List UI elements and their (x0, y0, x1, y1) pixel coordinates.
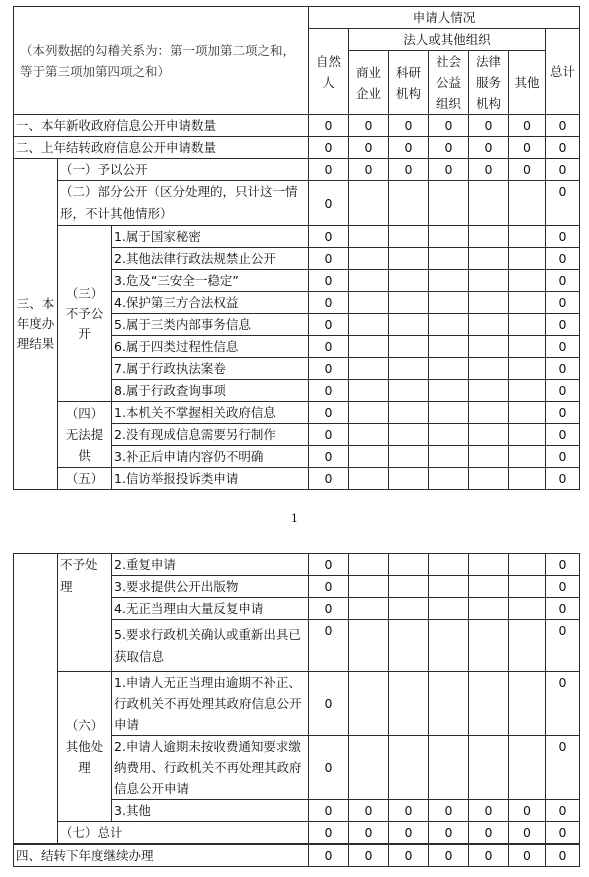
cell-value: 0 (509, 800, 546, 822)
s4-label: （四）无法提供 (58, 402, 112, 468)
table-row (14, 554, 580, 576)
cell-value: 0 (429, 159, 469, 181)
header-research: 科研机构 (389, 51, 429, 115)
cell-value: 0 (546, 446, 580, 468)
header-total: 总计 (546, 29, 580, 115)
cell-value: 0 (546, 598, 580, 620)
cell-value: 0 (389, 159, 429, 181)
cell-value: 0 (309, 845, 349, 867)
cell-value: 0 (429, 800, 469, 822)
row-label: 6.属于四类过程性信息 (112, 336, 309, 358)
cell-value: 0 (309, 424, 349, 446)
row-label: 四、结转下年度继续办理 (14, 845, 309, 867)
cell-value: 0 (309, 736, 349, 800)
s3-label: （三）不予公开 (58, 226, 112, 402)
cell-value: 0 (309, 270, 349, 292)
page1-table (13, 6, 580, 490)
cell-value: 0 (546, 248, 580, 270)
cell-value: 0 (546, 402, 580, 424)
row-label: 一、本年新收政府信息公开申请数量 (14, 115, 309, 137)
cell-value: 0 (546, 800, 580, 822)
cell-value: 0 (389, 115, 429, 137)
row-label: 2.其他法律行政法规禁止公开 (112, 248, 309, 270)
row-label: 5.要求行政机关确认或重新出具已获取信息 (112, 620, 309, 672)
cell-value: 0 (349, 822, 389, 844)
header-legal-group: 法人或其他组织 (349, 29, 546, 51)
cell-value: 0 (546, 672, 580, 736)
row-label: （七）总计 (58, 822, 309, 844)
cell-value: 0 (429, 845, 469, 867)
table-row (14, 845, 580, 867)
cell-value: 0 (469, 845, 509, 867)
cell-value: 0 (546, 554, 580, 576)
section3-continued (14, 554, 58, 844)
cell-value: 0 (309, 446, 349, 468)
cell-value: 0 (309, 248, 349, 270)
cell-value: 0 (349, 159, 389, 181)
page2-table-final-row (13, 844, 580, 867)
cell-value: 0 (546, 226, 580, 248)
section3-label: 三、本年度办理结果 (14, 159, 58, 490)
header-other: 其他 (509, 51, 546, 115)
cell-value: 0 (546, 620, 580, 672)
cell-value: 0 (546, 424, 580, 446)
cell-value: 0 (309, 226, 349, 248)
cell-value: 0 (546, 576, 580, 598)
cell-value: 0 (309, 159, 349, 181)
cell-value: 0 (429, 137, 469, 159)
page2-table (13, 553, 580, 844)
cell-value: 0 (309, 380, 349, 402)
row-label: 8.属于行政查询事项 (112, 380, 309, 402)
s5-label-top: （五） (58, 468, 112, 490)
cell-value: 0 (469, 159, 509, 181)
table-row (14, 468, 580, 490)
cell-value: 0 (546, 292, 580, 314)
row-label: 3.补正后申请内容仍不明确 (112, 446, 309, 468)
cell-value: 0 (309, 576, 349, 598)
cell-value: 0 (389, 137, 429, 159)
row-label: 1.信访举报投诉类申请 (112, 468, 309, 490)
page-number: 1 (291, 512, 298, 525)
cell-value: 0 (546, 468, 580, 490)
row-label: 1.属于国家秘密 (112, 226, 309, 248)
header-commercial: 商业企业 (349, 51, 389, 115)
table-row (14, 181, 580, 226)
row-label: （一）予以公开 (58, 159, 309, 181)
row-label: 3.其他 (112, 800, 309, 822)
cell-value: 0 (309, 292, 349, 314)
row-label: 2.重复申请 (112, 554, 309, 576)
cell-value: 0 (309, 181, 349, 226)
cell-value: 0 (469, 137, 509, 159)
cell-value: 0 (546, 380, 580, 402)
cell-value: 0 (546, 137, 580, 159)
row-label: 5.属于三类内部事务信息 (112, 314, 309, 336)
cell-value: 0 (309, 115, 349, 137)
row-label: 3.危及“三安全一稳定” (112, 270, 309, 292)
row-label: 1.申请人无正当理由逾期不补正、行政机关不再处理其政府信息公开申请 (112, 672, 309, 736)
cell-value: 0 (389, 800, 429, 822)
cell-value: 0 (546, 159, 580, 181)
cell-value: 0 (546, 270, 580, 292)
cell-value: 0 (309, 672, 349, 736)
cell-value: 0 (546, 181, 580, 226)
header-note: （本列数据的勾稽关系为：第一项加第二项之和，等于第三项加第四项之和） (14, 7, 309, 115)
cell-value: 0 (546, 336, 580, 358)
cell-value: 0 (349, 800, 389, 822)
row-label: 2.没有现成信息需要另行制作 (112, 424, 309, 446)
cell-value: 0 (309, 336, 349, 358)
cell-value: 0 (509, 159, 546, 181)
row-label: 二、上年结转政府信息公开申请数量 (14, 137, 309, 159)
header-legal-service: 法律服务机构 (469, 51, 509, 115)
cell-value: 0 (546, 115, 580, 137)
table-row (14, 402, 580, 424)
cell-value: 0 (309, 554, 349, 576)
cell-value: 0 (469, 800, 509, 822)
row-label: 2.申请人逾期未按收费通知要求缴纳费用、行政机关不再处理其政府信息公开申请 (112, 736, 309, 800)
cell-value: 0 (349, 115, 389, 137)
cell-value: 0 (309, 137, 349, 159)
cell-value: 0 (509, 822, 546, 844)
cell-value: 0 (546, 358, 580, 380)
table-row (14, 159, 580, 181)
row-label: 1.本机关不掌握相关政府信息 (112, 402, 309, 424)
cell-value: 0 (429, 115, 469, 137)
table-row (14, 115, 580, 137)
cell-value: 0 (309, 800, 349, 822)
cell-value: 0 (309, 620, 349, 672)
table-row (14, 226, 580, 248)
row-label: 4.保护第三方合法权益 (112, 292, 309, 314)
cell-value: 0 (429, 822, 469, 844)
s5-label-bottom: 不予处理 (58, 554, 112, 672)
cell-value: 0 (546, 736, 580, 800)
cell-value: 0 (309, 822, 349, 844)
s6-label: （六）其他处理 (58, 672, 112, 822)
header-applicant-situation: 申请人情况 (309, 7, 580, 29)
header-social: 社会公益组织 (429, 51, 469, 115)
row-label: （二）部分公开（区分处理的，只计这一情形，不计其他情形） (58, 181, 309, 226)
cell-value: 0 (309, 314, 349, 336)
cell-value: 0 (309, 358, 349, 380)
table-row (14, 822, 580, 844)
cell-value: 0 (349, 137, 389, 159)
table-row (14, 137, 580, 159)
cell-value: 0 (509, 845, 546, 867)
cell-value: 0 (389, 822, 429, 844)
row-label: 4.无正当理由大量反复申请 (112, 598, 309, 620)
cell-value: 0 (509, 115, 546, 137)
cell-value: 0 (349, 845, 389, 867)
cell-value: 0 (546, 822, 580, 844)
row-label: 3.要求提供公开出版物 (112, 576, 309, 598)
row-label: 7.属于行政执法案卷 (112, 358, 309, 380)
cell-value: 0 (389, 845, 429, 867)
cell-value: 0 (309, 598, 349, 620)
cell-value: 0 (546, 845, 580, 867)
cell-value: 0 (309, 468, 349, 490)
cell-value: 0 (546, 314, 580, 336)
cell-value: 0 (309, 402, 349, 424)
table-row (14, 672, 580, 736)
header-natural-person: 自然人 (309, 29, 349, 115)
cell-value: 0 (469, 115, 509, 137)
cell-value: 0 (469, 822, 509, 844)
cell-value: 0 (509, 137, 546, 159)
